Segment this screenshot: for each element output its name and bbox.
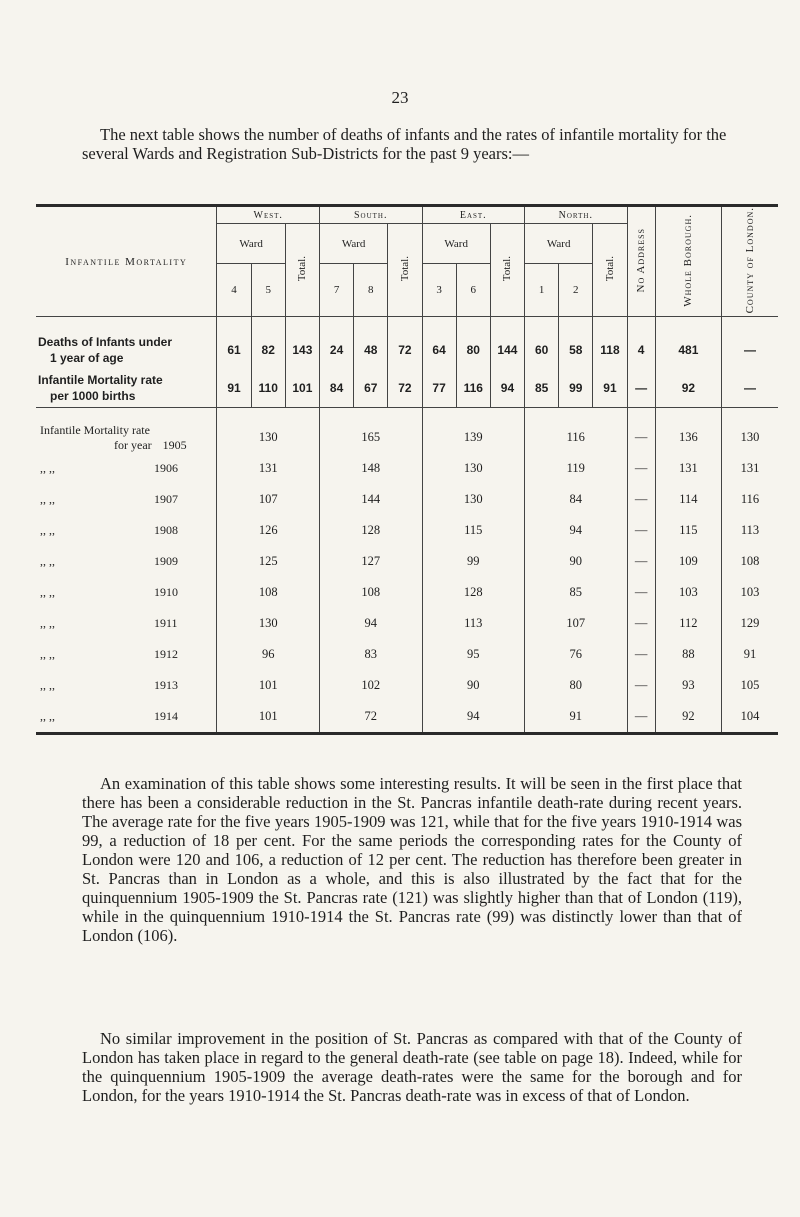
deaths-cell: — <box>722 331 778 369</box>
total-header: Total. <box>490 224 524 317</box>
year-label: ,, ,, 1910 <box>40 585 178 600</box>
ward-header: Ward <box>319 224 387 264</box>
comparison-paragraph: No similar improvement in the position of St. Pancras as compared with that of the County of London has taken place in regard to the general death-rate (see table on page 18). Indeed, while for the quinquennium 1905-1909 the average death-rates were the same for the borough and for London, for the years 1910-1914 the St. Pancras death-rate was in excess of that of London. <box>82 1029 742 1105</box>
year-no-address-value: — <box>627 639 655 670</box>
year-south-value: 144 <box>319 484 422 515</box>
year-north-value: 94 <box>525 515 628 546</box>
group-header-east: East. <box>422 206 525 224</box>
year-borough-value: 115 <box>655 515 721 546</box>
year-county-value: 108 <box>722 546 778 577</box>
year-borough-value: 92 <box>655 701 721 734</box>
year-west-value: 130 <box>217 608 320 639</box>
year-north-value: 91 <box>525 701 628 734</box>
year-east-value: 115 <box>422 515 525 546</box>
year-east-value: 113 <box>422 608 525 639</box>
ward-number: 7 <box>319 264 353 317</box>
year-county-value: 129 <box>722 608 778 639</box>
rate-label: Infantile Mortality rate per 1000 births <box>36 369 217 408</box>
year-label: ,, ,, 1912 <box>40 647 178 662</box>
intro-paragraph: The next table shows the number of deaths of infants and the rates of infantile mortality for the several Wards and Registration Sub-Districts for the past 9 years:— <box>82 125 727 163</box>
year-county-value: 113 <box>722 515 778 546</box>
year-no-address-value: — <box>627 484 655 515</box>
year-west-value: 101 <box>217 701 320 734</box>
deaths-cell: 61 <box>217 331 251 369</box>
year-no-address-value: — <box>627 701 655 734</box>
year-west-value: 101 <box>217 670 320 701</box>
deaths-cell: 64 <box>422 331 456 369</box>
year-borough-value: 88 <box>655 639 721 670</box>
ward-number: 6 <box>456 264 490 317</box>
year-county-value: 103 <box>722 577 778 608</box>
rate-cell: 72 <box>388 369 422 408</box>
infantile-mortality-table <box>36 204 778 735</box>
year-north-value: 85 <box>525 577 628 608</box>
deaths-cell: 80 <box>456 331 490 369</box>
year-borough-value: 112 <box>655 608 721 639</box>
rate-cell: 91 <box>217 369 251 408</box>
year-south-value: 94 <box>319 608 422 639</box>
ward-number: 8 <box>354 264 388 317</box>
year-borough-value: 136 <box>655 422 721 453</box>
year-borough-value: 109 <box>655 546 721 577</box>
year-label: ,, ,, 1909 <box>40 554 178 569</box>
year-east-value: 130 <box>422 484 525 515</box>
year-north-value: 80 <box>525 670 628 701</box>
group-header-north: North. <box>525 206 628 224</box>
year-north-value: 90 <box>525 546 628 577</box>
rate-cell: 91 <box>593 369 627 408</box>
year-borough-value: 93 <box>655 670 721 701</box>
year-county-value: 104 <box>722 701 778 734</box>
year-no-address-value: — <box>627 453 655 484</box>
rate-cell: 101 <box>285 369 319 408</box>
deaths-cell: 481 <box>655 331 721 369</box>
rate-cell: 110 <box>251 369 285 408</box>
rate-cell: 99 <box>559 369 593 408</box>
year-row <box>36 515 778 546</box>
ward-number: 2 <box>559 264 593 317</box>
rate-cell: 92 <box>655 369 721 408</box>
year-east-value: 95 <box>422 639 525 670</box>
ward-header: Ward <box>422 224 490 264</box>
county-header: County of London. <box>722 206 778 317</box>
deaths-label: Deaths of Infants under 1 year of age <box>38 335 173 366</box>
rate-cell: 67 <box>354 369 388 408</box>
rate-row <box>36 369 778 408</box>
deaths-cell: 143 <box>285 331 319 369</box>
ward-header: Ward <box>525 224 593 264</box>
year-south-value: 148 <box>319 453 422 484</box>
no-address-header: No Address <box>627 206 655 317</box>
year-west-value: 96 <box>217 639 320 670</box>
year-row <box>36 484 778 515</box>
year-east-value: 130 <box>422 453 525 484</box>
year-east-value: 90 <box>422 670 525 701</box>
deaths-cell: 60 <box>525 331 559 369</box>
rate-cell: 94 <box>490 369 524 408</box>
year-no-address-value: — <box>627 670 655 701</box>
year-label: ,, ,, 1914 <box>40 709 178 724</box>
year-no-address-value: — <box>627 515 655 546</box>
ward-number: 5 <box>251 264 285 317</box>
year-south-value: 102 <box>319 670 422 701</box>
year-label: ,, ,, 1913 <box>40 678 178 693</box>
year-row <box>36 670 778 701</box>
year-no-address-value: — <box>627 422 655 453</box>
year-north-value: 116 <box>525 422 628 453</box>
year-east-value: 139 <box>422 422 525 453</box>
year-south-value: 165 <box>319 422 422 453</box>
year-borough-value: 131 <box>655 453 721 484</box>
year-county-value: 131 <box>722 453 778 484</box>
corner-header: Infantile Mortality <box>36 206 217 317</box>
year-no-address-value: — <box>627 546 655 577</box>
total-header: Total. <box>388 224 422 317</box>
year-label: Infantile Mortality rate for year 1905 <box>40 422 187 452</box>
rate-cell: 116 <box>456 369 490 408</box>
year-south-value: 72 <box>319 701 422 734</box>
rate-cell: 77 <box>422 369 456 408</box>
ward-header: Ward <box>217 224 285 264</box>
year-south-value: 128 <box>319 515 422 546</box>
year-row <box>36 453 778 484</box>
total-header: Total. <box>593 224 627 317</box>
year-west-value: 131 <box>217 453 320 484</box>
year-label: ,, ,, 1908 <box>40 523 178 538</box>
year-row <box>36 546 778 577</box>
rate-cell: 84 <box>319 369 353 408</box>
year-no-address-value: — <box>627 608 655 639</box>
year-row <box>36 577 778 608</box>
year-row <box>36 639 778 670</box>
whole-borough-header: Whole Borough. <box>655 206 721 317</box>
year-label: ,, ,, 1907 <box>40 492 178 507</box>
year-north-value: 84 <box>525 484 628 515</box>
deaths-cell: 72 <box>388 331 422 369</box>
total-header: Total. <box>285 224 319 317</box>
group-header-west: West. <box>217 206 320 224</box>
year-no-address-value: — <box>627 577 655 608</box>
year-north-value: 119 <box>525 453 628 484</box>
deaths-cell: 48 <box>354 331 388 369</box>
year-south-value: 83 <box>319 639 422 670</box>
deaths-cell: 4 <box>627 331 655 369</box>
deaths-cell: 82 <box>251 331 285 369</box>
deaths-row <box>36 331 778 369</box>
deaths-cell: 58 <box>559 331 593 369</box>
year-county-value: 105 <box>722 670 778 701</box>
year-east-value: 94 <box>422 701 525 734</box>
year-county-value: 130 <box>722 422 778 453</box>
year-west-value: 107 <box>217 484 320 515</box>
rate-cell: — <box>722 369 778 408</box>
year-county-value: 116 <box>722 484 778 515</box>
year-east-value: 128 <box>422 577 525 608</box>
page-number: 23 <box>391 88 409 107</box>
year-south-value: 127 <box>319 546 422 577</box>
year-west-value: 125 <box>217 546 320 577</box>
ward-number: 1 <box>525 264 559 317</box>
year-west-value: 130 <box>217 422 320 453</box>
year-borough-value: 114 <box>655 484 721 515</box>
year-label: ,, ,, 1911 <box>40 616 178 631</box>
ward-number: 3 <box>422 264 456 317</box>
year-north-value: 76 <box>525 639 628 670</box>
year-row <box>36 608 778 639</box>
year-west-value: 108 <box>217 577 320 608</box>
year-east-value: 99 <box>422 546 525 577</box>
group-header-south: South. <box>319 206 422 224</box>
ward-number: 4 <box>217 264 251 317</box>
rate-cell: 85 <box>525 369 559 408</box>
year-north-value: 107 <box>525 608 628 639</box>
year-row <box>36 422 778 453</box>
deaths-cell: 24 <box>319 331 353 369</box>
year-row <box>36 701 778 734</box>
year-county-value: 91 <box>722 639 778 670</box>
year-label: ,, ,, 1906 <box>40 461 178 476</box>
deaths-cell: 118 <box>593 331 627 369</box>
rate-cell: — <box>627 369 655 408</box>
deaths-cell: 144 <box>490 331 524 369</box>
year-west-value: 126 <box>217 515 320 546</box>
analysis-paragraph: An examination of this table shows some interesting results. It will be seen in the first place that there has been a considerable reduction in the St. Pancras infantile death-rate during recent years. The average rate for the five years 1905-1909 was 121, while that for the five years 1910-1914 was 99, a reduction of 18 per cent. For the same periods the corresponding rates for the County of London were 120 and 106, a reduction of 12 per cent. The reduction has therefore been greater in St. Pancras than in London as a whole, and this is also illustrated by the fact that for the quinquennium 1905-1909 the St. Pancras rate (121) was slightly higher than that of London (119), while in the quinquennium 1910-1914 the St. Pancras rate (99) was distinctly lower than that of London (106). <box>82 774 742 945</box>
year-south-value: 108 <box>319 577 422 608</box>
year-borough-value: 103 <box>655 577 721 608</box>
